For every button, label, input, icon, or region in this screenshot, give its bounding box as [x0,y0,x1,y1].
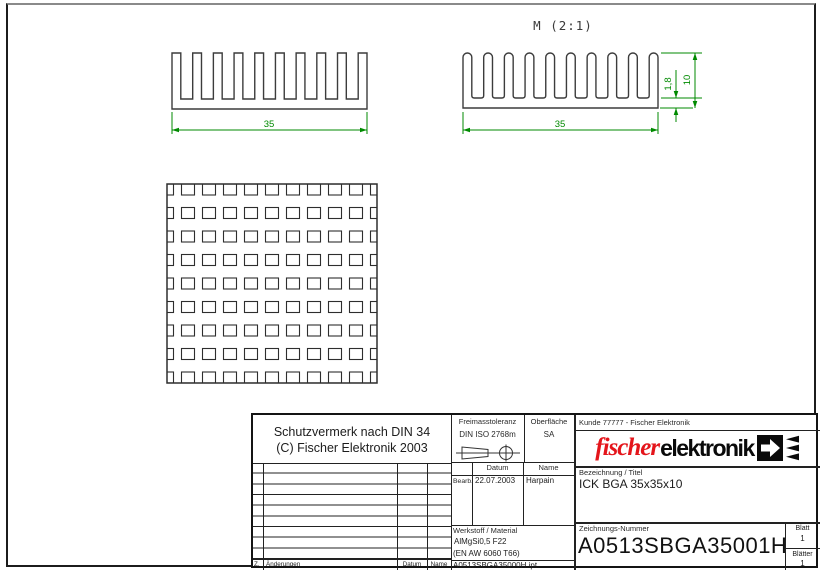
blatt-label: Blatt [795,525,810,532]
bezeichnung-value: ICK BGA 35x35x10 [579,477,683,491]
zeichnungsnummer-value: A0513SBGA35001H [578,533,788,558]
oberflaeche-value: SA [543,430,555,439]
projection-symbol-icon [454,444,572,462]
revision-table-rows [253,463,451,559]
svg-text:35: 35 [263,119,275,130]
file-name: A0513SBGA35000H.ipt [453,560,538,570]
detail-label [533,18,593,33]
blaetter-label: Blätter [792,551,813,558]
bearb-label: Bearb. [453,478,474,485]
logo-arrow-icon [757,435,799,461]
werkstoff-value2: (EN AW 6060 T66) [453,549,520,558]
svg-text:35: 35 [554,119,566,130]
fischer-elektronik-logo [574,432,820,464]
rev-z-label: Z. [254,561,260,568]
top-view-pins [161,184,384,383]
schutzvermerk-line1: Schutzvermerk nach DIN 34 [273,425,431,439]
rev-datum-label: Datum [402,561,422,568]
schutzvermerk-line2: (C) Fischer Elektronik 2003 [276,441,428,455]
top-view [161,184,384,383]
svg-text:10: 10 [682,74,693,86]
zeichnungsnummer-label: Zeichnungs-Nummer [579,524,650,533]
rev-name-label: Name [430,561,448,568]
blatt-value: 1 [800,534,805,543]
bearb-name: Harpain [526,476,555,485]
tb-line [574,430,820,431]
tb-line [785,548,820,549]
datum-header: Datum [486,463,509,472]
svg-text:1,8: 1,8 [663,77,674,91]
dimension-width-left [172,112,367,134]
name-header: Name [538,463,559,472]
oberflaeche-label: Oberfläche [530,417,568,426]
dimension-width-detail [463,112,658,134]
title-block [251,413,818,568]
detail-profile-view [463,53,658,108]
freimasstoleranz-value: DIN ISO 2768m [459,430,516,439]
logo-elektronik-text: elektronik [660,434,754,461]
svg-text:M (2:1): M (2:1) [533,18,593,33]
tb-line [253,559,451,560]
werkstoff-label: Werkstoff / Material [453,526,518,535]
bearb-datum: 22.07.2003 [475,476,516,485]
blaetter-value: 1 [800,559,805,568]
kunde-line: Kunde 77777 - Fischer Elektronik [579,417,690,427]
bezeichnung-label: Bezeichnung / Titel [579,468,643,477]
rev-aenderungen-label: Änderungen [266,561,301,568]
left-profile-view [172,53,367,109]
werkstoff-value1: AlMgSi0,5 F22 [454,537,507,546]
dimension-base-detail [663,70,678,122]
logo-fischer-text: fischer [595,434,660,461]
freimasstoleranz-label: Freimasstoleranz [458,417,517,426]
